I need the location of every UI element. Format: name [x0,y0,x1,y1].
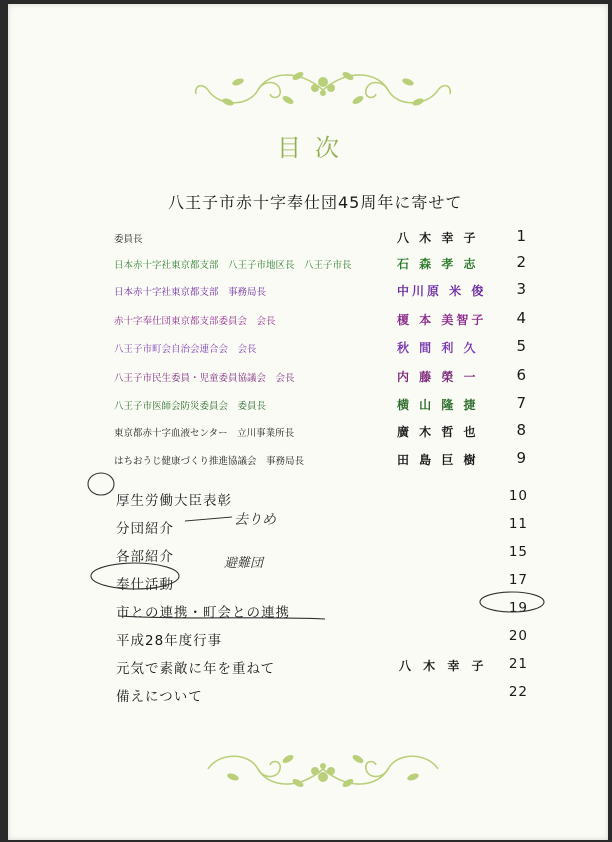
greeting-role: 八王子市町会自治会連合会 会長 [114,344,257,355]
floral-ornament-bottom [188,739,458,799]
greeting-name: 内 藤 榮 一 [397,370,479,384]
toc-item-title: 市との連携・町会との連携 [116,605,290,621]
handwritten-note: 去りめ [234,512,276,528]
greeting-role: 八王子市医師会防災委員会 委員長 [114,401,267,412]
toc-item-page: 15 [508,544,528,560]
greeting-name: 田 島 巨 樹 [397,453,479,467]
greeting-name: 横 山 隆 捷 [397,398,479,412]
greeting-page: 9 [516,449,526,467]
greeting-row [114,393,534,413]
toc-item-title: 備えについて [116,689,203,705]
toc-item-title: 奉仕活動 [116,577,174,593]
greeting-name: 廣 木 哲 也 [397,425,479,439]
greeting-page: 7 [516,394,526,412]
greeting-page: 2 [516,253,526,271]
greeting-role: はちおうじ健康づくり推進協議会 事務局長 [114,456,305,467]
greeting-name: 石 森 孝 志 [397,257,479,271]
greeting-page: 6 [516,366,526,384]
toc-item-title: 元気で素敵に年を重ねて [116,661,276,677]
toc-item [116,598,536,622]
greeting-role: 東京都赤十字血液センター 立川事業所長 [114,428,295,439]
toc-item [116,486,536,510]
handwritten-note: 避難団 [224,556,264,571]
greeting-row [114,226,534,246]
greeting-name: 中川原 米 俊 [397,284,487,298]
toc-item [116,514,536,538]
toc-item [116,682,536,706]
toc-item [116,570,536,594]
greeting-row [114,279,534,299]
toc-item-page: 11 [508,516,528,532]
greeting-role: 赤十字奉仕団東京都支部委員会 会長 [114,316,276,327]
greeting-role: 日本赤十字社東京都支部 八王子市地区長 八王子市長 [114,260,352,271]
toc-item-title: 分団紹介 [116,521,174,537]
toc-item [116,542,536,566]
greeting-role: 委員長 [114,234,143,245]
greeting-row [114,252,534,272]
greeting-name: 秋 間 利 久 [397,341,479,355]
toc-item-title: 平成28年度行事 [116,633,223,649]
toc-item-page: 10 [508,488,528,504]
toc-item-title: 各部紹介 [116,549,174,565]
greeting-page: 5 [516,337,526,355]
toc-item-title: 厚生労働大臣表彰 [116,493,232,509]
greeting-row [114,420,534,440]
toc-item-page: 21 [508,656,528,672]
toc-item-page: 20 [508,628,528,644]
greeting-role: 八王子市民生委員・児童委員協議会 会長 [114,373,295,384]
greeting-page: 1 [516,227,526,245]
section-title: 八王子市赤十字奉仕団45周年に寄せて [168,193,463,212]
greeting-page: 3 [516,280,526,298]
greeting-name: 榎 本 美智子 [397,313,487,327]
greeting-name: 八 木 幸 子 [397,231,479,245]
toc-item-page: 17 [508,572,528,588]
greeting-role: 日本赤十字社東京都支部 事務局長 [114,287,267,298]
greeting-row [114,336,534,356]
greeting-row [114,308,534,328]
document-page [8,4,608,840]
toc-item [116,626,536,650]
toc-item-page: 19 [508,600,528,616]
toc-item-author: 八 木 幸 子 [399,659,488,673]
greeting-page: 4 [516,309,526,327]
floral-ornament-top [188,60,458,120]
toc-item-page: 22 [508,684,528,700]
toc-item [116,654,536,678]
toc-title: 目次 [277,134,353,162]
greeting-row [114,448,534,468]
greeting-row [114,365,534,385]
greeting-page: 8 [516,421,526,439]
